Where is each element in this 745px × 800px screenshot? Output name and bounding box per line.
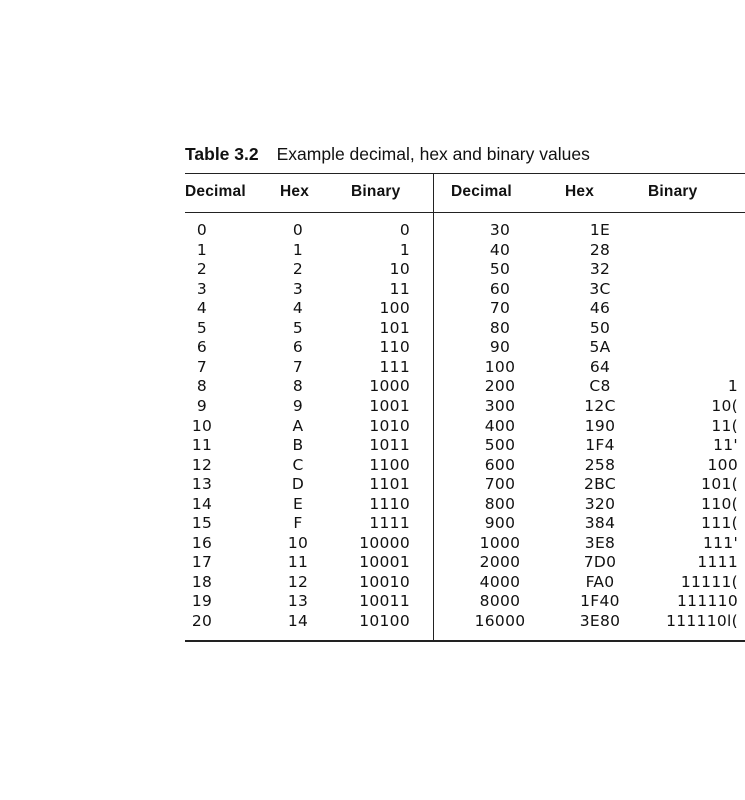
left-hex-cell: 6 xyxy=(292,338,304,357)
right-decimal-cell: 8000 xyxy=(479,592,521,611)
header-hex-right: Hex xyxy=(565,183,595,200)
left-decimal-cell: 4 xyxy=(196,299,208,318)
right-decimal-cell: 1000 xyxy=(479,533,521,552)
right-decimal-cell: 800 xyxy=(484,494,516,513)
left-hex-cell: F xyxy=(293,514,303,533)
right-binary-cell: 11111( xyxy=(680,572,738,591)
right-hex-cell: 32 xyxy=(589,260,611,279)
left-binary-cell: 10000 xyxy=(359,533,410,552)
left-decimal-cell: 20 xyxy=(191,612,213,630)
right-decimal-cell: 30 xyxy=(489,221,511,239)
right-hex-cell: C8 xyxy=(589,377,611,396)
right-hex-cell: FA0 xyxy=(585,572,615,591)
right-hex-cell: 258 xyxy=(584,455,616,474)
header-decimal-left: Decimal xyxy=(185,183,246,200)
left-hex-cell: D xyxy=(291,475,305,494)
left-binary-cell: 10100 xyxy=(359,612,410,630)
right-hex-cell: 7D0 xyxy=(583,553,617,572)
right-binary-cell: 110( xyxy=(701,494,738,513)
right-hex-cell: 1F4 xyxy=(585,436,615,455)
right-binary-cell: 111110 xyxy=(677,592,738,611)
right-decimal-cell: 100 xyxy=(484,357,516,376)
left-hex-cell: 0 xyxy=(292,221,304,239)
header-hex-left: Hex xyxy=(280,183,310,200)
header-binary-right: Binary xyxy=(648,183,698,200)
right-hex-cell: 2BC xyxy=(584,475,616,494)
left-decimal-cell: 9 xyxy=(196,396,208,415)
left-decimal-cell: 10 xyxy=(191,416,213,435)
right-decimal-cell: 70 xyxy=(489,299,511,318)
right-decimal-cell: 40 xyxy=(489,240,511,259)
right-decimal-cell: 300 xyxy=(484,396,516,415)
left-binary-cell: 11 xyxy=(389,279,410,298)
left-binary-cell: 10011 xyxy=(359,592,410,611)
right-decimal-cell: 60 xyxy=(489,279,511,298)
left-decimal-cell: 13 xyxy=(191,475,213,494)
left-hex-cell: 9 xyxy=(292,396,304,415)
table-column-divider xyxy=(433,174,434,640)
left-hex-cell: 2 xyxy=(292,260,304,279)
left-hex-cell: 13 xyxy=(287,592,309,611)
right-binary-cell: 111' xyxy=(702,533,738,552)
right-decimal-cell: 50 xyxy=(489,260,511,279)
right-hex-cell: 320 xyxy=(584,494,616,513)
right-decimal-cell: 700 xyxy=(484,475,516,494)
left-hex-cell: 12 xyxy=(287,572,309,591)
left-decimal-cell: 6 xyxy=(196,338,208,357)
left-decimal-cell: 7 xyxy=(196,357,208,376)
left-decimal-cell: 19 xyxy=(191,592,213,611)
right-decimal-cell: 500 xyxy=(484,436,516,455)
left-hex-cell: E xyxy=(292,494,304,513)
right-hex-cell: 190 xyxy=(584,416,616,435)
left-hex-cell: 5 xyxy=(292,318,304,337)
table-header-rule xyxy=(185,212,745,213)
right-decimal-cell: 600 xyxy=(484,455,516,474)
right-binary-cell: 10( xyxy=(711,396,738,415)
left-binary-cell: 10001 xyxy=(359,553,410,572)
right-binary-cell: 11' xyxy=(713,436,738,455)
left-binary-cell: 1011 xyxy=(369,436,410,455)
left-decimal-cell: 8 xyxy=(196,377,208,396)
left-decimal-cell: 1 xyxy=(196,240,208,259)
left-binary-cell: 1111 xyxy=(369,514,410,533)
right-decimal-cell: 4000 xyxy=(479,572,521,591)
left-binary-cell: 100 xyxy=(379,299,410,318)
left-hex-cell: 4 xyxy=(292,299,304,318)
right-decimal-cell: 80 xyxy=(489,318,511,337)
left-decimal-cell: 18 xyxy=(191,572,213,591)
right-decimal-cell: 400 xyxy=(484,416,516,435)
right-decimal-cell: 90 xyxy=(489,338,511,357)
left-binary-cell: 110 xyxy=(379,338,410,357)
right-hex-cell: 5A xyxy=(589,338,611,357)
left-binary-cell: 1100 xyxy=(369,455,410,474)
left-hex-cell: 1 xyxy=(292,240,304,259)
right-binary-cell: 1111 xyxy=(697,553,738,572)
left-hex-cell: 7 xyxy=(292,357,304,376)
right-hex-cell: 384 xyxy=(584,514,616,533)
left-binary-cell: 1101 xyxy=(369,475,410,494)
left-binary-cell: 1110 xyxy=(369,494,410,513)
left-decimal-cell: 16 xyxy=(191,533,213,552)
left-hex-cell: A xyxy=(292,416,304,435)
left-hex-cell: 14 xyxy=(287,612,309,630)
right-hex-cell: 64 xyxy=(589,357,611,376)
right-decimal-cell: 900 xyxy=(484,514,516,533)
left-decimal-cell: 11 xyxy=(191,436,213,455)
left-decimal-cell: 5 xyxy=(196,318,208,337)
right-decimal-cell: 2000 xyxy=(479,553,521,572)
left-decimal-cell: 17 xyxy=(191,553,213,572)
header-decimal-right: Decimal xyxy=(451,183,512,200)
right-hex-cell: 3C xyxy=(589,279,611,298)
right-binary-cell: 100 xyxy=(707,455,738,474)
left-binary-cell: 1010 xyxy=(369,416,410,435)
table-top-rule xyxy=(185,173,745,174)
right-hex-cell: 3E8 xyxy=(584,533,616,552)
right-hex-cell: 3E80 xyxy=(579,612,621,630)
right-hex-cell: 46 xyxy=(589,299,611,318)
right-binary-cell: 111( xyxy=(701,514,738,533)
right-hex-cell: 12C xyxy=(584,396,616,415)
right-binary-cell: 101( xyxy=(701,475,738,494)
left-decimal-cell: 12 xyxy=(191,455,213,474)
left-hex-cell: C xyxy=(292,455,304,474)
left-binary-cell: 1001 xyxy=(369,396,410,415)
table-title: Example decimal, hex and binary values xyxy=(276,144,590,164)
right-hex-cell: 1F40 xyxy=(580,592,620,611)
left-decimal-cell: 3 xyxy=(196,279,208,298)
header-binary-left: Binary xyxy=(351,183,401,200)
right-decimal-cell: 200 xyxy=(484,377,516,396)
right-decimal-cell: 16000 xyxy=(474,612,526,630)
left-binary-cell: 0 xyxy=(399,221,410,239)
left-binary-cell: 10 xyxy=(389,260,410,279)
left-decimal-cell: 0 xyxy=(196,221,208,239)
left-binary-cell: 101 xyxy=(379,318,410,337)
left-hex-cell: 3 xyxy=(292,279,304,298)
right-hex-cell: 50 xyxy=(589,318,611,337)
table-caption xyxy=(185,144,590,165)
table-bottom-rule xyxy=(185,640,745,642)
left-binary-cell: 1000 xyxy=(369,377,410,396)
left-hex-cell: 11 xyxy=(287,553,309,572)
right-hex-cell: 28 xyxy=(589,240,611,259)
left-hex-cell: 10 xyxy=(287,533,309,552)
right-binary-cell: 1 xyxy=(727,377,738,396)
left-hex-cell: 8 xyxy=(292,377,304,396)
left-decimal-cell: 15 xyxy=(191,514,213,533)
left-binary-cell: 111 xyxy=(379,357,410,376)
right-binary-cell: 11( xyxy=(711,416,738,435)
table-number: Table 3.2 xyxy=(185,144,259,164)
left-decimal-cell: 14 xyxy=(191,494,213,513)
left-binary-cell: 10010 xyxy=(359,572,410,591)
left-binary-cell: 1 xyxy=(399,240,410,259)
left-decimal-cell: 2 xyxy=(196,260,208,279)
left-hex-cell: B xyxy=(292,436,304,455)
right-hex-cell: 1E xyxy=(589,221,611,239)
right-binary-cell: 111110l( xyxy=(666,612,738,630)
